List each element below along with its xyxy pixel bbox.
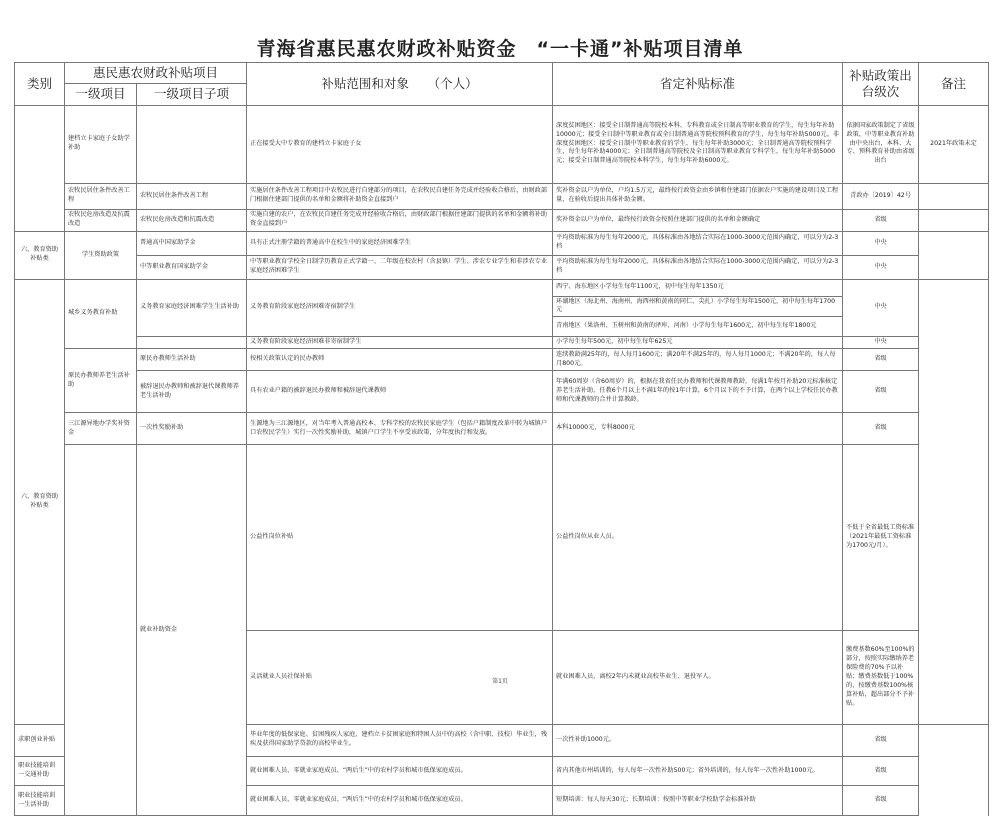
sub-cell: 灵活就业人员社保补贴 xyxy=(247,630,553,724)
level1-cell: 原民办教师养老生活补助 xyxy=(65,349,137,413)
scope-cell: 就业困难人员、零就业家庭成员、“两后生”中的农村学员和城市低保家庭成员。 xyxy=(247,756,553,786)
scope-cell: 具有农业户籍的被辞退民办教师和被辞退代课教师 xyxy=(247,371,553,413)
standard-cell: 省内其他市州培训的，每人每年一次性补助500元；省外培训的，每人每年一次性补助1000元。 xyxy=(553,756,843,786)
sub-cell: 原民办教师生活补助 xyxy=(137,349,247,371)
scope-cell: 就业困难人员、零就业家庭成员、“两后生”中的农村学员和城市低保家庭成员。 xyxy=(247,786,553,816)
standard-cell: 青南地区（果洛州、玉树州和黄南的泽库、河南）小学每生每年1600元，初中每生每年1800元 xyxy=(553,317,843,337)
standard-cell: 一次性补助1000元。 xyxy=(553,725,843,756)
level-cell: 省级 xyxy=(843,756,919,786)
standard-cell: 短期培训：每人每天30元；长期培训：按照中等职业学校助学金标准补助 xyxy=(553,786,843,816)
header-level1: 一级项目 xyxy=(65,84,137,105)
remark-cell: 2021年政策未定 xyxy=(919,105,989,183)
scope-cell: 实施居住条件改善工程项目中农牧民进行自建部分的项目，在农牧民自建任务完成并经验收合格后，由财政部门根据住建部门提供的名单和金额将补助资金直接到户 xyxy=(247,183,553,209)
standard-cell: 平均资助标准为每生每年2000元，具体标准由各地结合实际在1000-3000元范围内确定，可以分为2-3档 xyxy=(553,231,843,255)
sub-cell: 农牧民居住条件改善工程 xyxy=(137,183,247,209)
level-cell: 中央 xyxy=(843,279,919,337)
scope-cell: 具有正式注册学籍的普通高中在校生中的家庭经济困难学生 xyxy=(247,231,553,255)
standard-cell: 深度贫困地区：接受全日制普通高等院校本科、专科教育或全日制高等职业教育的学生，每生每年补助10000元；接受全日制中等职业教育或全日制普通高等院校预科教育的学生，每生每年补助5000元。非深度贫困地区：接受全日制中等职业教育的学生，每生每年补助3000元；全日制普通高等院校预科学生，每生每年补助4000元；全日制普通高等院校及全日制高等职业教育专科学生，每生每年补助5000元；接受全日制普通高等院校本科学生，每生每年补助6000元。 xyxy=(553,105,843,183)
table-row xyxy=(15,413,989,445)
standard-cell: 环湖地区（海北州、海南州、海西州和黄南的同仁、尖扎）小学每生每年1500元，初中每生每年1700元 xyxy=(553,296,843,317)
standard-cell: 不低于全省最低工资标准（2021年最低工资标准为1700元/月）。 xyxy=(843,445,919,631)
level1-cell: 农牧民居住条件改善工程 xyxy=(65,183,137,209)
subsidy-table xyxy=(14,62,989,816)
level-cell: 省级 xyxy=(843,725,919,756)
standard-cell: 奖补资金以户为单位，最终按行政资金按照住建部门提供的名单和金额确定 xyxy=(553,209,843,231)
category-cell: 六、教育资助补贴类 xyxy=(15,279,65,725)
level-cell: 省级 xyxy=(843,786,919,816)
scope-cell: 生源地为三江源地区，对当年考入普通高校本、专科学校的农牧民家庭学生（包括户籍制度改革中转为城镇户口农牧民学生）实行一次性奖励补助，城镇户口学生不享受该政策，分年度执行和发放。 xyxy=(247,413,553,445)
sub-cell: 中等职业教育国家助学金 xyxy=(137,255,247,279)
category-cell: 六、教育资助补贴类 xyxy=(15,231,65,279)
header-policy-level: 补贴政策出台级次 xyxy=(843,63,919,106)
level-cell: 依据国家政策制定了省级政策，中等职业教育补助由中央出台，本科、大专、预科教育补助由省级出台 xyxy=(843,105,919,183)
scope-cell: 毕业年度的低保家庭、贫困残疾人家庭、建档立卡贫困家庭和特困人员中的高校（含中职、技校）毕业生，残疾及获得国家助学贷款的高校毕业生。 xyxy=(247,725,553,756)
level-cell: 中央 xyxy=(843,337,919,349)
category-cell xyxy=(65,445,137,816)
sub-cell: 求职创业补贴 xyxy=(15,725,65,756)
level-cell: 中央 xyxy=(843,255,919,279)
sub-cell xyxy=(137,337,247,349)
scope-cell: 正在接受大中专教育的建档立卡家庭子女 xyxy=(247,105,553,183)
level-cell: 中央 xyxy=(843,231,919,255)
level1-cell: 建档立卡家庭子女助学补助 xyxy=(65,105,137,183)
table-row xyxy=(15,371,989,413)
table-row xyxy=(15,337,989,349)
header-level1-sub: 一级项目子项 xyxy=(137,84,247,105)
standard-cell: 连续教龄满25年的，每人每月1600元；满20年不满25年的，每人每月1000元；不满20年的，每人每月800元。 xyxy=(553,349,843,371)
document-title: 青海省惠民惠农财政补贴资金 “一卡通”补贴项目清单 xyxy=(256,38,744,60)
level1-cell: 三江源异地办学奖补资金 xyxy=(65,413,137,445)
sub-cell: 普通高中国家助学金 xyxy=(137,231,247,255)
level-cell: 省级 xyxy=(843,413,919,445)
table-row xyxy=(15,183,989,209)
sub-cell: 职业技能培训一交通补助 xyxy=(15,756,65,786)
standard-cell: 西宁、海东地区小学每生每年1100元，初中每生每年1350元 xyxy=(553,279,843,296)
sub-cell: 公益性岗位补贴 xyxy=(247,445,553,631)
header-category: 类别 xyxy=(15,63,65,106)
header-standard: 省定补贴标准 xyxy=(553,63,843,106)
header-project-group: 惠民惠农财政补贴项目 xyxy=(65,63,247,84)
standard-cell: 本科10000元，专科8000元 xyxy=(553,413,843,445)
level1-cell: 农牧民危房改造及抗震改造 xyxy=(65,209,137,231)
page-number: 第1页 xyxy=(492,678,508,685)
remark-cell xyxy=(919,209,989,231)
standard-cell: 奖补资金以户为单位，户均1.5万元，最终按行政资金由乡镇和住建部门依据农户实施的建设项目及工程量，在验收后提出具体补助金额。 xyxy=(553,183,843,209)
table-row xyxy=(15,255,989,279)
table-row xyxy=(15,231,989,255)
remark-cell xyxy=(919,279,989,725)
level-cell: 省级 xyxy=(843,209,919,231)
level-cell: 青政办〔2019〕42号 xyxy=(843,183,919,209)
header-remarks: 备注 xyxy=(919,63,989,106)
level-cell: 省级 xyxy=(843,371,919,413)
sub-cell: 一次性奖励补助 xyxy=(137,413,247,445)
sub-cell: 职业技能培训一生活补助 xyxy=(15,786,65,816)
remark-cell xyxy=(919,231,989,279)
scope-cell: 按相关政策认定的民办教师 xyxy=(247,349,553,371)
sub-cell xyxy=(137,105,247,183)
standard-cell: 缴费基数60%至100%的部分，按照实际缴纳养老保险费的70%予以补贴；缴费基数低于100%的，按缴费基数100%核算补贴，超出部分不予补贴。 xyxy=(843,630,919,724)
standard-cell: 年满60周岁（含60周岁）的，根据在我省任民办教师和代课教师教龄，每满1年按月补助20元标准核定养老生活补助，任教6个月以上不满1年的按1年计算，6个月以下的不予计算，在两个以上学校任民办教师和代课教师的合并计算教龄。 xyxy=(553,371,843,413)
level1-cell: 城乡义务教育补助 xyxy=(65,279,137,349)
table-row xyxy=(15,209,989,231)
table-row xyxy=(15,279,989,296)
level-cell: 省级 xyxy=(843,349,919,371)
table-row xyxy=(15,445,989,631)
remark-cell xyxy=(919,183,989,209)
sub-cell: 被辞退民办教师和被辞退代课教师养老生活补助 xyxy=(137,371,247,413)
level1-cell: 就业补助资金 xyxy=(137,445,247,816)
table-row xyxy=(15,105,989,183)
standard-cell: 小学每生每年500元，初中每生每年625元 xyxy=(553,337,843,349)
scope-cell: 义务教育阶段家庭经济困难寄宿制学生 xyxy=(247,279,553,337)
standard-cell: 平均资助标准为每生每年2000元，具体标准由各地结合实际在1000-3000元范围内确定，可以分为2-3档 xyxy=(553,255,843,279)
sub-cell: 农牧民危房改造和抗震改造 xyxy=(137,209,247,231)
scope-cell: 义务教育阶段家庭经济困难非寄宿制学生 xyxy=(247,337,553,349)
level1-cell: 学生资助政策 xyxy=(65,231,137,279)
scope-cell: 实施自建的农户，在农牧民自建任务完成并经验收合格后，由财政部门根据住建部门提供的名单和金额将补助资金直接到户 xyxy=(247,209,553,231)
table-row xyxy=(15,349,989,371)
sub-cell: 义务教育家庭经济困难学生生活补助 xyxy=(137,279,247,337)
category-cell xyxy=(15,105,65,231)
scope-cell: 公益性岗位从业人员。 xyxy=(553,445,843,631)
scope-cell: 中等职业教育学校全日制学历教育正式学籍一、二年级在校农村（含县镇）学生、涉农专业学生和非涉农专业家庭经济困难学生 xyxy=(247,255,553,279)
scope-cell: 就业困难人员、离校2年内未就业高校毕业生、退役军人。 xyxy=(553,630,843,724)
header-scope: 补贴范围和对象 （个人） xyxy=(247,63,553,106)
